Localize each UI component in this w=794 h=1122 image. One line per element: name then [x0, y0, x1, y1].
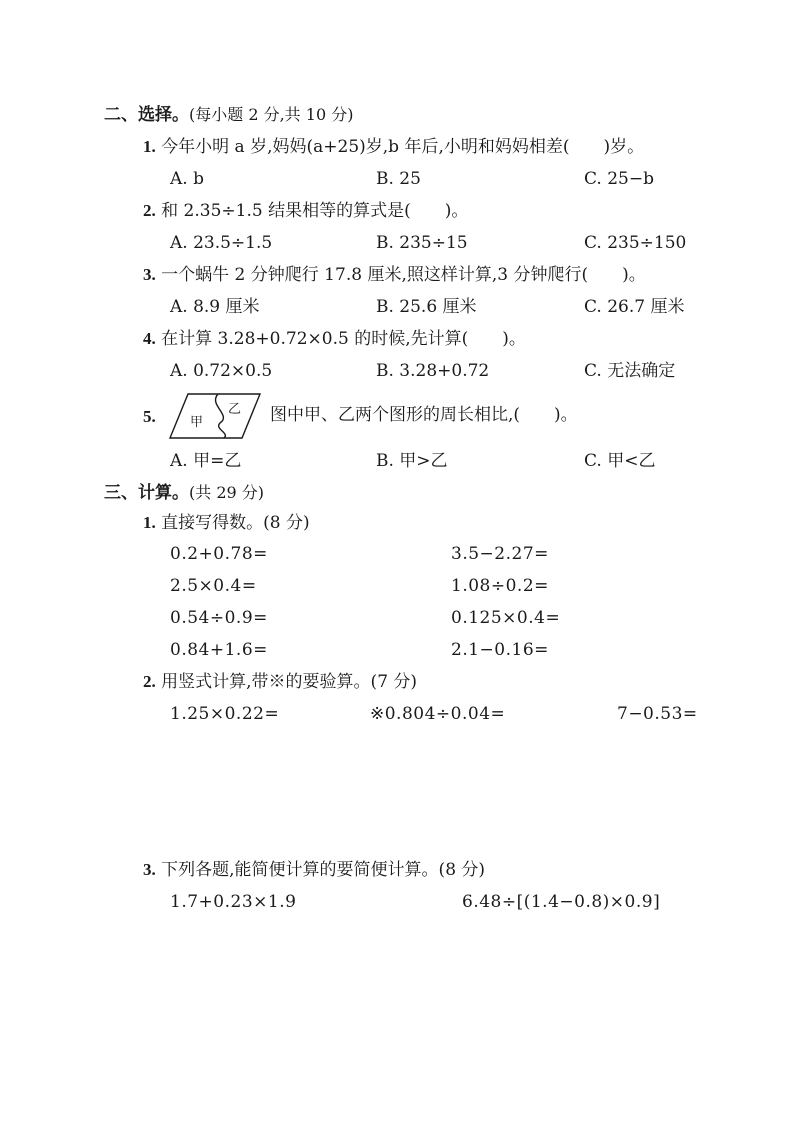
- calc-question-1: [143, 512, 310, 534]
- section-2-heading: [104, 104, 353, 126]
- choice-question-1: [143, 136, 644, 158]
- mental-calc-item: 2.5×0.4=: [170, 576, 257, 596]
- question-text: 今年小明 a 岁,妈妈(a+25)岁,b 年后,小明和妈妈相差( )岁。: [161, 137, 645, 157]
- question-number: 4.: [143, 329, 156, 348]
- question-text: 用竖式计算,带※的要验算。(7 分): [161, 672, 418, 692]
- option-b: B. 235÷15: [376, 233, 468, 253]
- mental-calc-item: 1.08÷0.2=: [451, 576, 549, 596]
- mental-calc-item: 0.84+1.6=: [170, 640, 268, 660]
- calc-question-3: [143, 859, 485, 881]
- option-b: B. 25: [376, 169, 421, 189]
- option-c: C. 26.7 厘米: [584, 297, 685, 317]
- question-number: 3.: [143, 860, 156, 879]
- question-text: 一个蜗牛 2 分钟爬行 17.8 厘米,照这样计算,3 分钟爬行( )。: [161, 265, 646, 285]
- section-3-heading: [104, 482, 264, 504]
- question-text: 直接写得数。(8 分): [161, 513, 310, 533]
- option-b: B. 甲>乙: [376, 451, 448, 471]
- option-b: B. 3.28+0.72: [376, 361, 490, 381]
- mental-calc-item: 3.5−2.27=: [451, 544, 549, 564]
- dividing-curve: [215, 394, 225, 438]
- parallelogram-figure: [168, 391, 262, 441]
- figure-label-jia: 甲: [190, 415, 204, 430]
- option-c: C. 无法确定: [584, 361, 676, 381]
- question-text: 下列各题,能简便计算的要简便计算。(8 分): [161, 860, 486, 880]
- option-c: C. 25−b: [584, 169, 654, 189]
- choice-question-2: [143, 200, 468, 222]
- calc-question-2: [143, 671, 417, 693]
- figure-label-yi: 乙: [228, 402, 242, 417]
- option-b: B. 25.6 厘米: [376, 297, 477, 317]
- choice-question-3: [143, 264, 646, 286]
- question-number: 3.: [143, 265, 156, 284]
- vertical-calc-item: ※0.804÷0.04=: [370, 704, 506, 724]
- mental-calc-item: 0.54÷0.9=: [170, 608, 268, 628]
- question-text: 在计算 3.28+0.72×0.5 的时候,先计算( )。: [161, 329, 526, 349]
- question-number: 2.: [143, 672, 156, 691]
- section-3-title: 三、计算。: [104, 483, 189, 503]
- vertical-calc-item: 7−0.53=: [617, 704, 698, 724]
- vertical-calc-item: 1.25×0.22=: [170, 704, 280, 724]
- mental-calc-item: 0.2+0.78=: [170, 544, 268, 564]
- question-number: 2.: [143, 201, 156, 220]
- section-3-score-note: (共 29 分): [189, 483, 265, 502]
- mental-calc-item: 0.125×0.4=: [451, 608, 561, 628]
- section-2-score-note: (每小题 2 分,共 10 分): [189, 105, 354, 124]
- option-a: A. b: [170, 169, 204, 189]
- question-number: 5.: [143, 407, 156, 426]
- section-2-title: 二、选择。: [104, 105, 189, 125]
- question-number: 1.: [143, 513, 156, 532]
- question-text: 和 2.35÷1.5 结果相等的算式是( )。: [161, 201, 469, 221]
- option-c: C. 甲<乙: [584, 451, 656, 471]
- simplify-calc-item: 6.48÷[(1.4−0.8)×0.9]: [462, 892, 661, 912]
- option-a: A. 8.9 厘米: [170, 297, 260, 317]
- choice-question-4: [143, 328, 526, 350]
- mental-calc-item: 2.1−0.16=: [451, 640, 549, 660]
- option-a: A. 0.72×0.5: [170, 361, 273, 381]
- option-a: A. 甲=乙: [170, 451, 242, 471]
- simplify-calc-item: 1.7+0.23×1.9: [170, 892, 297, 912]
- option-c: C. 235÷150: [584, 233, 687, 253]
- question-text: 图中甲、乙两个图形的周长相比,( )。: [270, 405, 578, 425]
- option-a: A. 23.5÷1.5: [170, 233, 273, 253]
- question-number: 1.: [143, 137, 156, 156]
